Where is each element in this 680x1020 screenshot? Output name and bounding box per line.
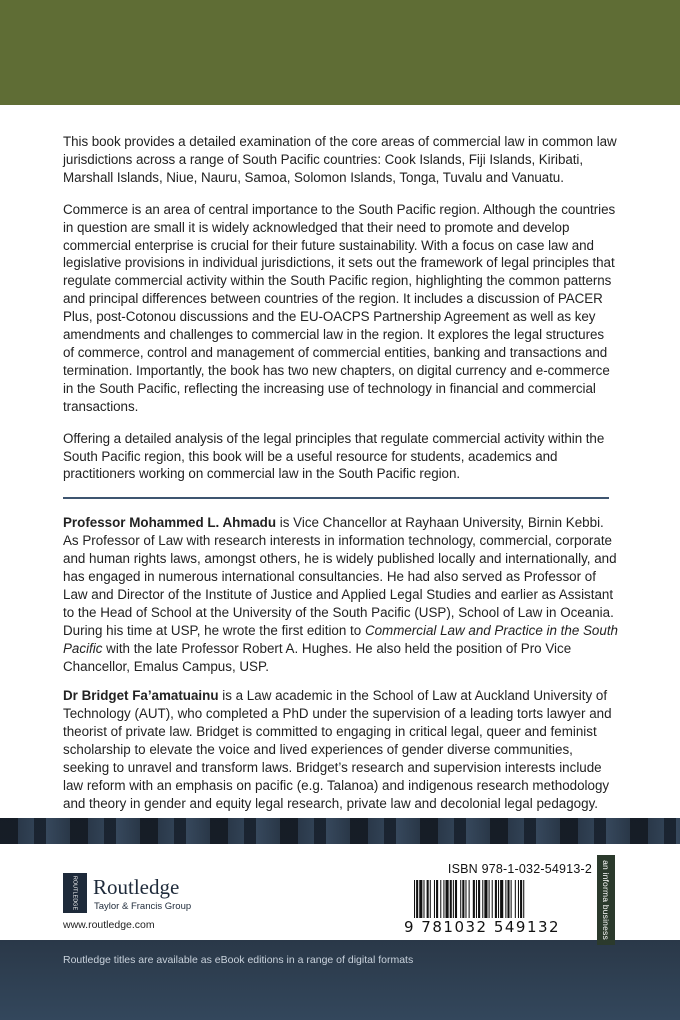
isbn-barcode <box>412 880 590 918</box>
barcode-bar <box>484 880 487 918</box>
barcode-bar <box>423 880 424 918</box>
barcode-bar <box>430 880 431 918</box>
author-name-faamatuainu: Dr Bridget Fa’amatuainu <box>63 688 219 704</box>
publisher-website: www.routledge.com <box>63 919 155 931</box>
author-bio-ahmadu-text-b: with the late Professor Robert A. Hughes. He also held the position of Pro Vice Chancellor, Emalus Campus, USP. <box>63 640 572 674</box>
first-edition-title: Commercial Law and Practice in the South Pacific <box>63 622 618 656</box>
barcode-bar <box>434 880 435 918</box>
barcode-bar <box>492 880 493 918</box>
barcode-bar <box>455 880 457 918</box>
barcode-bar <box>436 880 438 918</box>
barcode-bar <box>427 880 429 918</box>
barcode-bar <box>518 880 519 918</box>
routledge-logo <box>63 873 213 915</box>
barcode-bar <box>500 880 503 918</box>
barcode-bar <box>462 880 464 918</box>
routledge-mark-text: ROUTLEDGE <box>71 875 78 911</box>
barcode-bar <box>460 880 461 918</box>
barcode-bar <box>515 880 516 918</box>
barcode-bar <box>520 880 522 918</box>
informa-tag <box>597 855 615 945</box>
blurb-paragraph-2: Commerce is an area of central importance to the South Pacific region. Although the countries in question are small it is widely acknowledged that their need to promote and develop commercial enterprise is crucial for their future sustainability. With a focus on case law and legislative provisions in individual jurisdictions, it sets out the framework of legal principles that regulate commercial activity within the South Pacific region, highlighting the common patterns and principal differences between countries of the region. It includes a discussion of PACER Plus, post-Cotonou discussions and the EU-OACPS Partnership Agreement as well as key amendments and challenges to commercial law in the region. It explores the legal structures of commerce, control and management of commercial entities, banking and transactions and termination. Importantly, the book has two new chapters, on digital currency and e-commerce in the South Pacific, reflecting the increasing use of technology in financial and commercial transactions. <box>63 201 616 414</box>
top-color-band <box>0 0 680 105</box>
blurb-paragraph-3: Offering a detailed analysis of the legal principles that regulate commercial activity within the South Pacific region, this book will be a useful resource for students, academics and practitioners working on commercial law in the South Pacific region. <box>63 430 605 482</box>
barcode-bar <box>443 880 444 918</box>
section-divider <box>63 497 609 499</box>
routledge-mark-icon <box>63 873 87 913</box>
barcode-bar <box>478 880 480 918</box>
barcode-bar <box>507 880 509 918</box>
barcode-bar <box>489 880 490 918</box>
barcode-bar <box>469 880 470 918</box>
author-bio-faamatuainu-text: is a Law academic in the School of Law at Auckland University of Technology (AUT), who completed a PhD under the supervision of a leading torts lawyer and theorist of private law. Bridget is committed to engaging in critical legal, queer and feminist scholarship to elevate the voice and lived experiences of gender diverse communities, seeking to unravel and transform laws. Bridget’s research and supervision interests include law reform with an emphasis on pacific (e.g. Talanoa) and indigenous research methodology and theory in gender and equity legal research, private law and decolonial legal pedagogy. <box>63 688 612 811</box>
barcode-bar <box>446 880 449 918</box>
barcode-bar <box>476 880 477 918</box>
barcode-bar <box>511 880 512 918</box>
barcode-bar <box>465 880 466 918</box>
ebook-note: Routledge titles are available as eBook editions in a range of digital formats <box>63 954 414 966</box>
back-cover-text <box>63 133 618 825</box>
author-bio-faamatuainu <box>63 687 618 812</box>
barcode-bar <box>450 880 452 918</box>
barcode-bar <box>523 880 524 918</box>
barcode-bar <box>440 880 441 918</box>
barcode-digits: 9 781032 549132 <box>404 918 561 936</box>
barcode-bar <box>414 880 415 918</box>
barcode-bar <box>453 880 454 918</box>
barcode-bar <box>495 880 497 918</box>
blurb-paragraph-1: This book provides a detailed examination of the core areas of commercial law in common law jurisdictions across a range of South Pacific countries: Cook Islands, Fiji Islands, Kiribati, Marshall Islands, Niue, Nauru, Samoa, Solomon Islands, Tonga, Tuvalu and Vanuatu. <box>63 134 617 185</box>
barcode-bar <box>416 880 418 918</box>
publisher-group: Taylor & Francis Group <box>94 901 192 912</box>
author-name-ahmadu: Professor Mohammed L. Ahmadu <box>63 515 277 531</box>
informa-tagline: an informa business <box>601 860 611 940</box>
isbn-label: ISBN 978-1-032-54913-2 <box>447 862 592 876</box>
author-bio-ahmadu-text-a: is Vice Chancellor at Rayhaan University, Birnin Kebbi. As Professor of Law with research interests in information technology, commercial, corporate and human rights laws, amongst others, he is widely published locally and internationally, and has engaged in numerous international consultancies. He had also served as Professor of Law and Director of the Institute of Justice and Applied Legal Studies and earlier as Assistant to the Head of School at the University of the South Pacific (USP), School of Law in Oceania. During his time at USP, he wrote the first edition to <box>63 515 617 638</box>
barcode-bar <box>473 880 475 918</box>
barcode-bar <box>482 880 483 918</box>
publisher-name: Routledge <box>93 875 180 899</box>
author-bio-ahmadu <box>63 514 618 675</box>
barcode-bar <box>419 880 422 918</box>
barcode-bar <box>505 880 506 918</box>
barcode-bar <box>498 880 499 918</box>
